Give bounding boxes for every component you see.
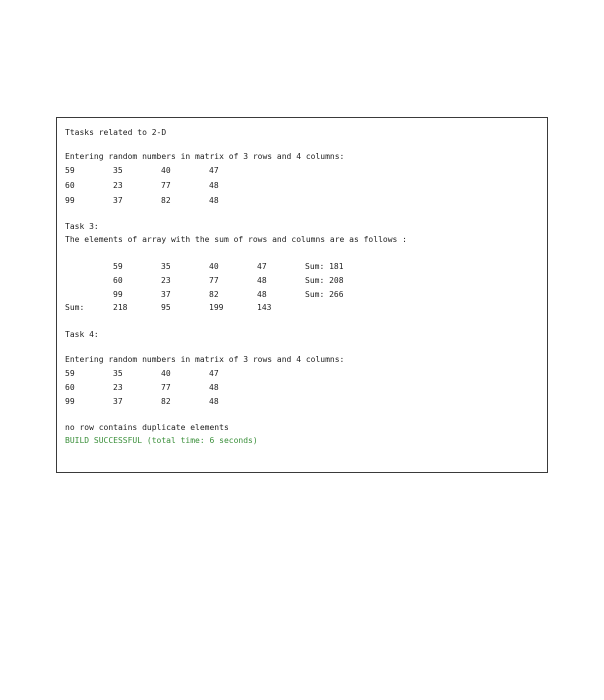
column-sum-label: Sum: (65, 303, 85, 312)
column-sum: 218 (113, 303, 128, 312)
matrix-cell: 59 (113, 262, 123, 271)
matrix-cell: 37 (113, 397, 123, 406)
matrix-cell: 35 (161, 262, 171, 271)
matrix-cell: 77 (209, 276, 219, 285)
matrix-cell: 82 (161, 196, 171, 205)
matrix-cell: 59 (65, 369, 75, 378)
row-sum: Sum: 181 (305, 262, 344, 271)
matrix-cell: 60 (65, 181, 75, 190)
matrix-cell: 47 (257, 262, 267, 271)
output-title: Ttasks related to 2-D (65, 128, 167, 137)
matrix-cell: 35 (113, 166, 123, 175)
row-sum: Sum: 266 (305, 290, 344, 299)
matrix-cell: 99 (65, 196, 75, 205)
matrix-cell: 60 (113, 276, 123, 285)
matrix-cell: 48 (257, 290, 267, 299)
matrix-cell: 23 (161, 276, 171, 285)
entering-text: Entering random numbers in matrix of 3 rows and 4 columns: (65, 152, 345, 161)
task3-label: Task 3: (65, 222, 99, 231)
output-console (56, 117, 548, 473)
matrix-cell: 59 (65, 166, 75, 175)
matrix-cell: 77 (161, 383, 171, 392)
matrix-cell: 40 (209, 262, 219, 271)
entering-text-2: Entering random numbers in matrix of 3 rows and 4 columns: (65, 355, 345, 364)
task4-label: Task 4: (65, 330, 99, 339)
matrix-cell: 99 (65, 397, 75, 406)
column-sum: 143 (257, 303, 272, 312)
matrix-cell: 37 (161, 290, 171, 299)
matrix-cell: 99 (113, 290, 123, 299)
row-sum: Sum: 208 (305, 276, 344, 285)
matrix-cell: 48 (257, 276, 267, 285)
matrix-cell: 48 (209, 397, 219, 406)
matrix-cell: 48 (209, 181, 219, 190)
task3-desc: The elements of array with the sum of rows and columns are as follows : (65, 235, 407, 244)
matrix-cell: 47 (209, 369, 219, 378)
matrix-cell: 48 (209, 196, 219, 205)
matrix-cell: 37 (113, 196, 123, 205)
matrix-cell: 48 (209, 383, 219, 392)
duplicate-message: no row contains duplicate elements (65, 423, 229, 432)
matrix-cell: 60 (65, 383, 75, 392)
matrix-cell: 40 (161, 166, 171, 175)
column-sum: 199 (209, 303, 224, 312)
matrix-cell: 77 (161, 181, 171, 190)
matrix-cell: 23 (113, 383, 123, 392)
matrix-cell: 82 (161, 397, 171, 406)
matrix-cell: 35 (113, 369, 123, 378)
column-sum: 95 (161, 303, 171, 312)
build-status: BUILD SUCCESSFUL (total time: 6 seconds) (65, 436, 258, 445)
matrix-cell: 47 (209, 166, 219, 175)
matrix-cell: 82 (209, 290, 219, 299)
matrix-cell: 40 (161, 369, 171, 378)
matrix-cell: 23 (113, 181, 123, 190)
